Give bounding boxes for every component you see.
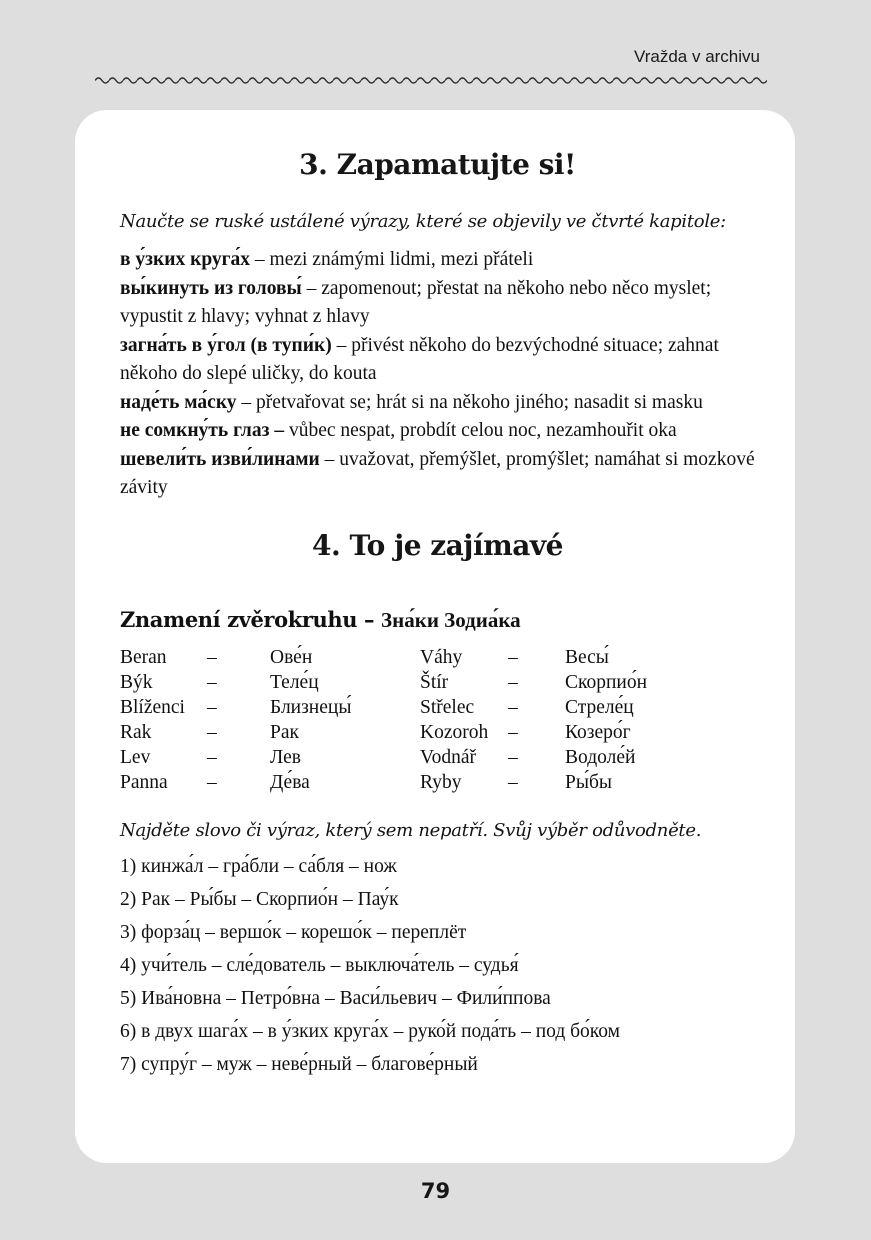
zodiac-czech: Vodnář xyxy=(420,746,476,768)
zodiac-czech: Kozoroh xyxy=(420,721,489,743)
zodiac-table xyxy=(120,645,755,795)
dash: – xyxy=(207,746,217,768)
zodiac-russian: Ове́н xyxy=(270,646,313,668)
zodiac-czech: Lev xyxy=(120,746,151,768)
zodiac-russian: Стреле́ц xyxy=(565,696,634,718)
expression-translation: vůbec nespat, probdít celou noc, nezamhouřit oka xyxy=(284,420,677,441)
section4-instruction: Najděte slovo či výraz, který sem nepatří. Svůj výběr odůvodněte. xyxy=(120,819,702,841)
zodiac-czech: Beran xyxy=(120,646,167,668)
zodiac-czech: Ryby xyxy=(420,771,462,793)
expression-item xyxy=(120,275,755,332)
exercise-items xyxy=(120,856,755,1075)
content-card xyxy=(75,110,795,1163)
zodiac-russian: Близнецы́ xyxy=(270,696,352,718)
expression-item xyxy=(120,389,755,418)
zodiac-russian: Козеро́г xyxy=(565,721,631,743)
dash: – xyxy=(207,646,217,668)
dash: – xyxy=(508,721,518,743)
dash: – xyxy=(207,721,217,743)
zodiac-heading-russian: Зна́ки Зодиа́ка xyxy=(381,607,521,632)
expression-translation: – zapomenout; přestat na někoho nebo něco myslet; vypustit z hlavy; vyhnat z hlavy xyxy=(120,277,712,327)
zodiac-russian: Водоле́й xyxy=(565,746,636,768)
page-number: 79 xyxy=(420,1179,451,1203)
zodiac-russian: Теле́ц xyxy=(270,671,319,693)
expression-russian: не сомкну́ть глаз – xyxy=(120,420,285,441)
exercise-item: 4) учи́тель – сле́дователь – выключа́тель – судья́ xyxy=(120,954,519,976)
expression-russian: наде́ть ма́ску xyxy=(120,391,237,413)
exercise-item: 2) Рак – Ры́бы – Скорпио́н – Пау́к xyxy=(120,888,399,910)
expression-russian: загна́ть в у́гол (в тупи́к) xyxy=(120,334,332,356)
dash: – xyxy=(508,771,518,793)
dash: – xyxy=(508,646,518,668)
exercise-item: 3) форза́ц – вершо́к – корешо́к – переплёт xyxy=(120,921,467,943)
zodiac-czech: Střelec xyxy=(420,696,475,718)
zodiac-russian: Де́ва xyxy=(270,771,310,793)
dash: – xyxy=(207,771,217,793)
running-header: Vražda v archivu xyxy=(634,47,760,66)
dash: – xyxy=(508,696,518,718)
section3-title: 3. Zapamatujte si! xyxy=(299,148,576,181)
exercise-item: 7) супру́г – муж – неве́рный – благове́рный xyxy=(120,1053,478,1075)
zodiac-russian: Весы́ xyxy=(565,646,609,668)
expression-translation: – přivést někoho do bezvýchodné situace; zahnat někoho do slepé uličky, do kouta xyxy=(120,334,719,384)
expression-translation: – uvažovat, přemýšlet, promýšlet; namáhat si mozkové závity xyxy=(120,448,755,498)
expression-item xyxy=(120,417,755,446)
expression-translation: – mezi známými lidmi, mezi přáteli xyxy=(250,249,534,270)
exercise-item: 1) кинжа́л – гра́бли – са́бля – нож xyxy=(120,855,397,877)
zodiac-heading xyxy=(120,608,755,632)
exercise-item: 5) Ива́новна – Петро́вна – Васи́льевич – Фили́ппова xyxy=(120,987,551,1009)
expressions-list xyxy=(120,246,755,503)
expression-russian: шевели́ть изви́линами xyxy=(120,448,320,470)
expression-russian: в у́зких круга́х xyxy=(120,249,251,270)
zodiac-czech: Rak xyxy=(120,721,152,743)
exercise-item: 6) в двух шага́х – в у́зких круга́х – руко́й пода́ть – под бо́ком xyxy=(120,1020,620,1042)
expression-item xyxy=(120,246,755,275)
section3-instruction: Naučte se ruské ustálené výrazy, které se objevily ve čtvrté kapitole: xyxy=(120,211,726,232)
zodiac-russian: Ры́бы xyxy=(565,771,612,793)
expression-item xyxy=(120,446,755,503)
zodiac-czech: Panna xyxy=(120,771,168,793)
section4-title: 4. To je zajímavé xyxy=(312,528,563,562)
zodiac-czech: Blíženci xyxy=(120,696,185,718)
expression-item xyxy=(120,332,755,389)
wavy-line xyxy=(95,74,767,84)
zodiac-russian: Скорпио́н xyxy=(565,671,648,693)
dash: – xyxy=(508,746,518,768)
wavy-divider xyxy=(95,74,767,84)
zodiac-heading-czech: Znamení zvěrokruhu – xyxy=(120,606,382,632)
zodiac-czech: Býk xyxy=(120,671,153,693)
zodiac-czech: Váhy xyxy=(420,646,463,668)
dash: – xyxy=(508,671,518,693)
zodiac-russian: Лев xyxy=(270,746,301,768)
dash: – xyxy=(207,696,217,718)
expression-russian: вы́кинуть из головы́ xyxy=(120,277,302,299)
dash: – xyxy=(207,671,217,693)
zodiac-czech: Štír xyxy=(420,671,449,693)
zodiac-russian: Рак xyxy=(270,721,299,743)
expression-translation: – přetvařovat se; hrát si na někoho jiného; nasadit si masku xyxy=(236,391,703,413)
